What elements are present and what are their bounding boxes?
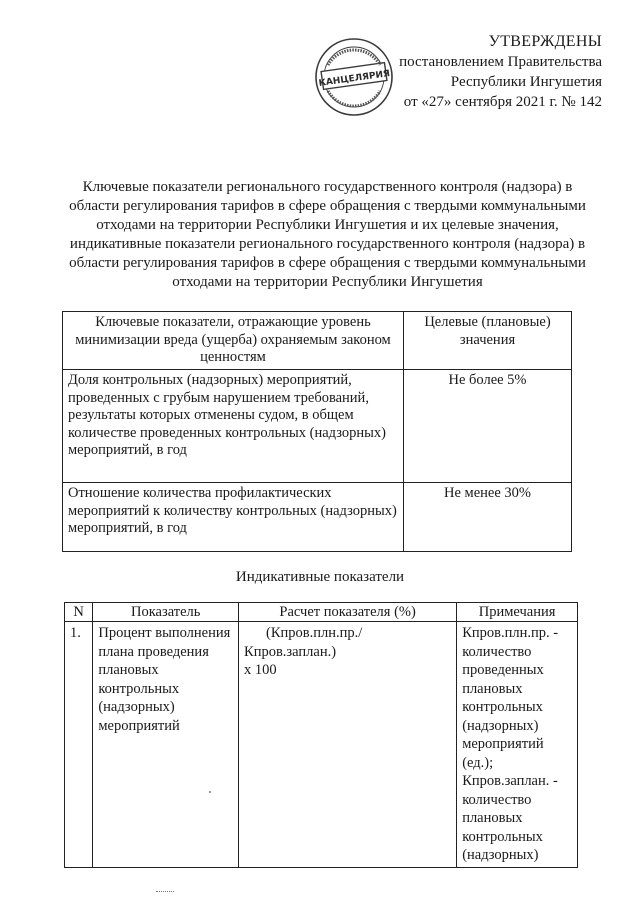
calculation-cell: [239, 622, 457, 868]
calculation-multiplier: х 100: [244, 662, 277, 678]
row-number-cell: 1.: [65, 622, 93, 868]
title-line: индикативные показатели регионального государственного контроля (надзора) в: [69, 236, 586, 252]
header-cell: Показатель: [93, 603, 239, 622]
table-row: [63, 370, 572, 483]
scan-artifact: [156, 891, 174, 894]
approval-line: Республики Ингушетия: [450, 74, 602, 90]
indicative-indicators-table: [64, 602, 578, 868]
document-title: [55, 178, 600, 292]
table-row: [65, 622, 578, 868]
calculation-formula: (Кпров.плн.пр./Кпров.заплан.): [244, 625, 363, 660]
header-cell: N: [65, 603, 93, 622]
table-row: [63, 483, 572, 552]
notes-cell: Кпров.плн.пр. - количество проведенных плановых контрольных (надзорных) мероприятий (ед.); Кпров.заплан. - количество плановых контрольных (надзорных): [457, 622, 578, 868]
title-line: области регулирования тарифов в сфере обращения с твердыми коммунальными: [69, 198, 586, 214]
approval-block: [399, 32, 602, 112]
approval-title: УТВЕРЖДЕНЫ: [488, 33, 602, 50]
indicator-cell: Процент выполнения плана проведения плановых контрольных (надзорных) мероприятий: [93, 622, 239, 868]
indicator-cell: Доля контрольных (надзорных) мероприятий, проведенных с грубым нарушением требований, результаты которых отменены судом, в общем количестве проведенных контрольных (надзорных) мероприятий, в год: [63, 370, 404, 483]
header-cell: Примечания: [457, 603, 578, 622]
target-value-cell: Не более 5%: [404, 370, 572, 483]
table-header-row: [63, 312, 572, 370]
scan-speck: [209, 791, 211, 793]
title-line: области регулирования тарифов в сфере обращения с твердыми коммунальными: [69, 255, 586, 271]
table-header-row: [65, 603, 578, 622]
header-cell: Расчет показателя (%): [239, 603, 457, 622]
svg-text:КАНЦЕЛЯРИЯ: КАНЦЕЛЯРИЯ: [318, 69, 391, 89]
approval-line: постановлением Правительства: [399, 54, 602, 70]
header-cell: Целевые (плановые) значения: [404, 312, 572, 370]
section-title: Индикативные показатели: [235, 569, 405, 585]
approval-date-number: от «27» сентября 2021 г. № 142: [403, 94, 602, 110]
title-line: Ключевые показатели регионального государственного контроля (надзора) в: [82, 179, 573, 195]
office-stamp-seal: [314, 37, 394, 117]
header-cell: Ключевые показатели, отражающие уровень минимизации вреда (ущерба) охраняемым законом ценностям: [63, 312, 404, 370]
key-indicators-table: [62, 311, 572, 552]
indicator-cell: Отношение количества профилактических мероприятий к количеству контрольных (надзорных) мероприятий, в год: [63, 483, 404, 552]
title-line: отходами на территории Республики Ингушетия: [172, 274, 483, 290]
title-line: отходами на территории Республики Ингушетия и их целевые значения,: [96, 217, 559, 233]
target-value-cell: Не менее 30%: [404, 483, 572, 552]
